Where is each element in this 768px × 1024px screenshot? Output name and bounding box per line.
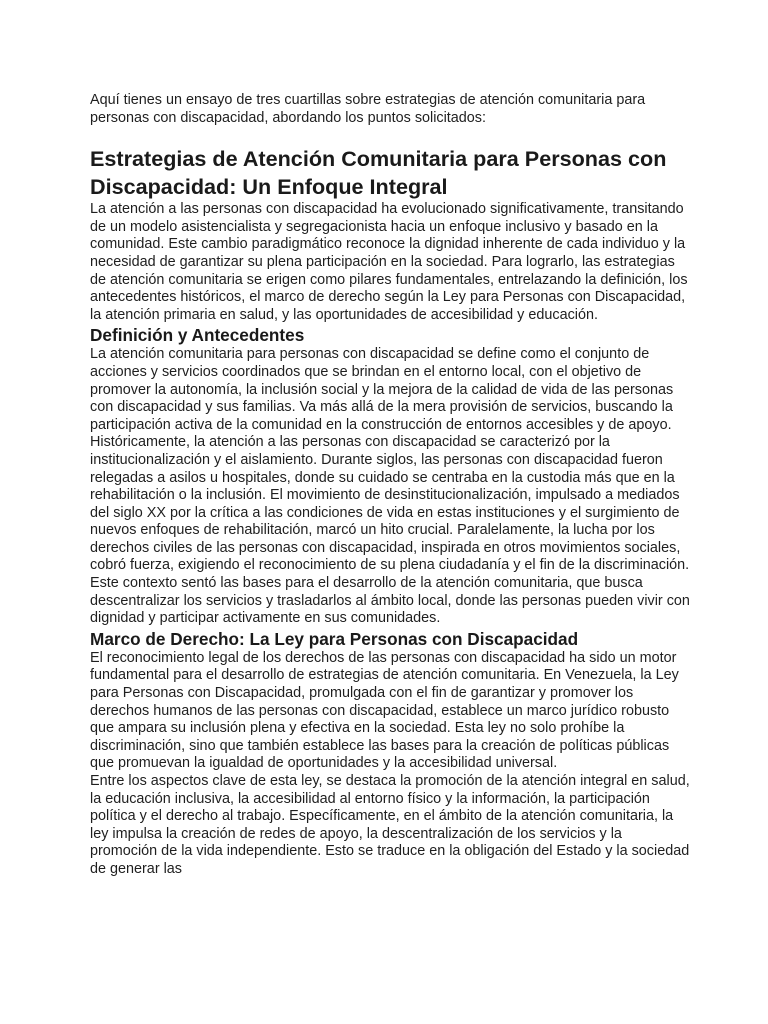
document-page [90,92,690,879]
intro-paragraph: La atención a las personas con discapacidad ha evolucionado significativamente, transitando de un modelo asistencialista y segregacionista hacia un enfoque inclusivo y basado en la comunidad. Este cambio paradigmático reconoce la dignidad inherente de cada individuo y la necesidad de garantizar su plena participación en la sociedad. Para lograrlo, las estrategias de atención comunitaria se erigen como pilares fundamentales, entrelazando la definición, los antecedentes históricos, el marco de derecho según la Ley para Personas con Discapacidad, la atención primaria en salud, y las oportunidades de accesibilidad y educación. [90,201,688,323]
intro-text: Aquí tienes un ensayo de tres cuartillas sobre estrategias de atención comunitaria para personas con discapacidad, abordando los puntos solicitados: [90,92,646,126]
essay-title: Estrategias de Atención Comunitaria para Personas con Discapacidad: Un Enfoque Integral [90,146,667,200]
marco-derecho-paragraph-2: Entre los aspectos clave de esta ley, se destaca la promoción de la atención integral en salud, la educación inclusiva, la accesibilidad al entorno físico y la información, la participación política y el derecho al trabajo. Específicamente, en el ámbito de la atención comunitaria, la ley impulsa la creación de redes de apoyo, la descentralización de los servicios y la promoción de la vida independiente. Esto se traduce en la obligación del Estado y la sociedad de generar las [90,773,690,877]
section-heading-definicion: Definición y Antecedentes [90,325,305,346]
section-heading-marco-derecho: Marco de Derecho: La Ley para Personas con Discapacidad [90,628,579,649]
marco-derecho-paragraph-1: El reconocimiento legal de los derechos de las personas con discapacidad ha sido un motor fundamental para el desarrollo de estrategias de atención comunitaria. En Venezuela, la Ley para Personas con Discapacidad, promulgada con el fin de garantizar y promover los derechos humanos de las personas con discapacidad, establece un marco jurídico robusto que ampara su inclusión plena y efectiva en la sociedad. Esta ley no solo prohíbe la discriminación, sino que también establece las bases para la creación de políticas públicas que promuevan la igualdad de oportunidades y la accesibilidad universal. [90,649,679,772]
definicion-paragraph: La atención comunitaria para personas con discapacidad se define como el conjunto de acciones y servicios coordinados que se brindan en el entorno local, con el objetivo de promover la autonomía, la inclusión social y la mejora de la calidad de vida de las personas con discapacidad y sus familias. Va más allá de la mera provisión de servicios, buscando la participación activa de la comunidad en la construcción de entornos accesibles y de apoyo. Históricamente, la atención a las personas con discapacidad se caracterizó por la institucionalización y el aislamiento. Durante siglos, las personas con discapacidad fueron relegadas a asilos u hospitales, donde su cuidado se centraba en la custodia más que en la rehabilitación o la inclusión. El movimiento de desinstitucionalización, impulsado a mediados del siglo XX por la crítica a las condiciones de vida en estas instituciones y el surgimiento de nuevos enfoques de rehabilitación, marcó un hito crucial. Paralelamente, la lucha por los derechos civiles de las personas con discapacidad, inspirada en otros movimientos sociales, cobró fuerza, exigiendo el reconocimiento de su plena ciudadanía y el fin de la discriminación. Este contexto sentó las bases para el desarrollo de la atención comunitaria, que busca descentralizar los servicios y trasladarlos al ámbito local, donde las personas pueden vivir con dignidad y participar activamente en sus comunidades. [90,346,690,627]
